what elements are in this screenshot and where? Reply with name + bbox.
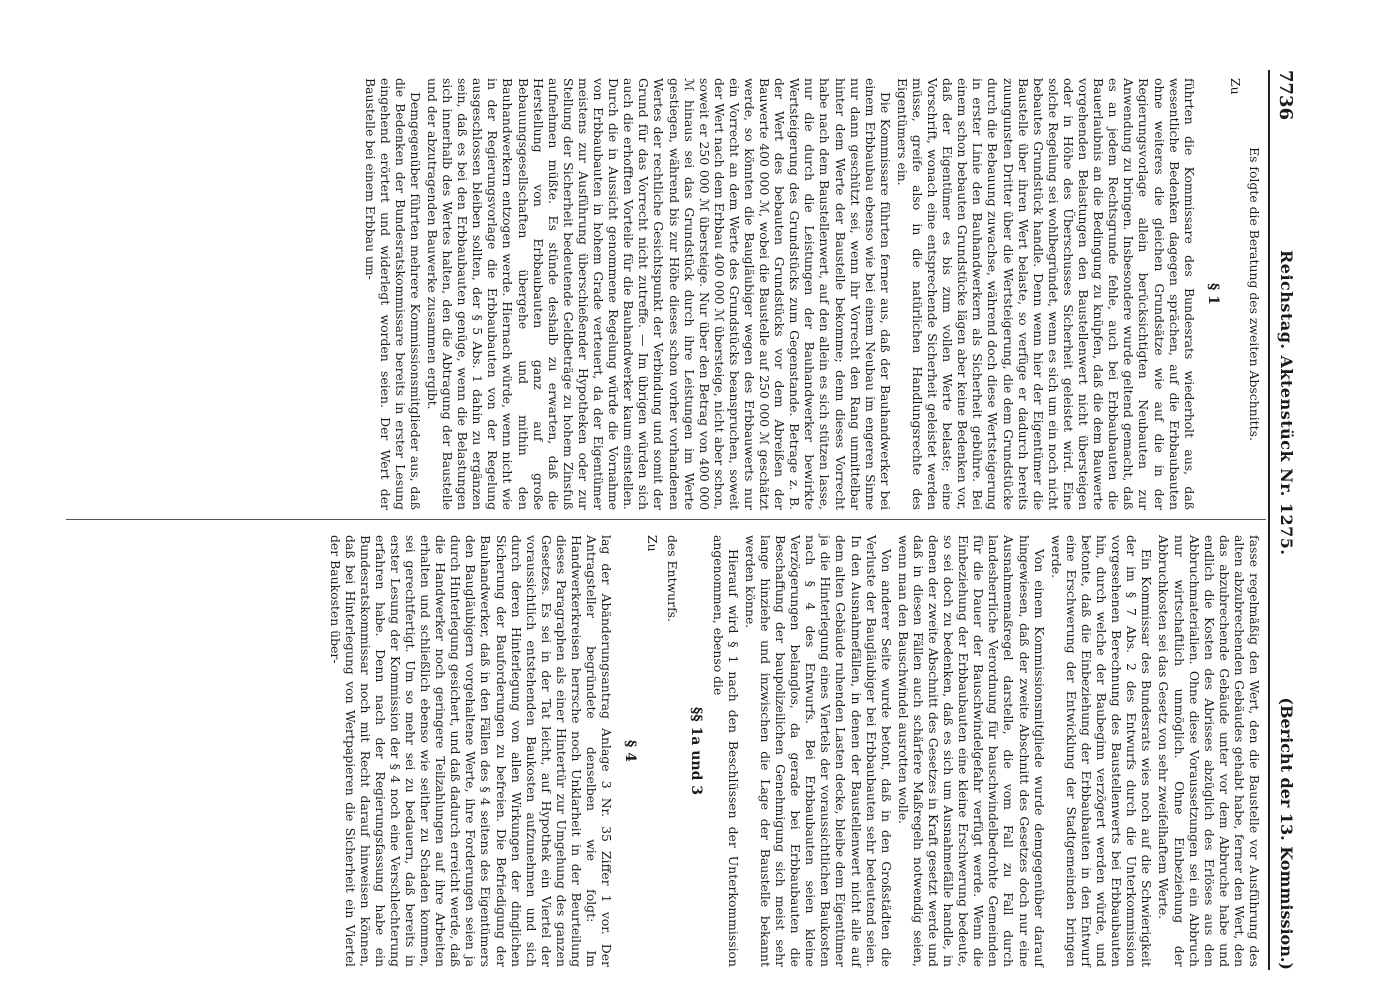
section-tail: des Entwurfs.: [664, 535, 680, 622]
section-heading: §§ 1a und 3: [687, 707, 704, 795]
section-heading: § 1: [1204, 283, 1221, 305]
zu-label: Zu: [645, 535, 661, 552]
paragraph: Ein Kommissar des Bundesrats wies noch auf die Schwierigkeit der im § 7 Abs. 2 des Entwurfs durch die Unterkommission vorgesehenen Berechnung des Baustellenwerts bei Erbbaubauten hin, durch welche der Baubeginn verzögert werden würde, und betonte, daß die Einbeziehung der Erbbaubauten in den Entwurf eine Erschwerung der Entwicklung der Stadtgemeinden bringen werde.: [1048, 535, 1155, 967]
paragraph: lag der Abänderungsantrag Anlage 3 Nr. 35 Ziffer 1 vor. Der Antragsteller begründete denselben wie folgt: Im Handwerkerkreisen herrsche noch Unklarheit in der Beurteilung dieses Paragraphen als einer Hintertür zur Umgehung des ganzen Gesetzes. Es sei in der Tat leicht, auf Hypothek ein Viertel der voraussichtlich entstehenden Baukosten aufzunehmen und sich durch deren Hinterlegung von allen Wirkungen der dinglichen Sicherung der Bauforderungen zu befreien. Die Befriedigung der Bauhandwerker, daß in den Fällen des § 4 seitens des Eigentümers den Baugläubigern vorgehaltene Werte, ihre Forderungen seien ja durch Hinterlegung gesichert, und daß dadurch erreicht werde, daß die Handwerker noch geringere Teilzahlungen auf ihre Arbeiten erhalten und schließlich ebenso wie seither zu Schaden kommen, sei gerechtfertigt. Um so mehr sei zu bedauern, daß bereits in erster Lesung der Kommission der § 4 noch eine Verschlechterung erfahren habe. Denn nach der Regierungsfassung habe ein Bundesratskommissar noch mit Recht darauf hinweisen können, daß bei Hinterlegung von Wertpapieren die Sicherheit ein Viertel der Baukosten über-: [327, 535, 615, 967]
paragraph: Hierauf wird § 1 nach den Beschlüssen der Unterkommission angenommen, ebenso die: [710, 535, 741, 967]
paragraph: führten die Kommissare des Bundesrats wiederholt aus, daß wesentliche Bedenken dagegen sprächen, auf die Erbbaubauten ohne weiteres die gleichen Grundsätze wie auf die in der Regierungsvorlage allein berücksichtigten Neubauten zur Anwendung zu bringen. Insbesondere wurde geltend gemacht, daß es an jedem Rechtsgrunde fehle, auch bei Erbbaubauten die Bauerlaubnis an die Bedingung zu knüpfen, daß die dem Bauwerte vorgehenden Belastungen den Baustellenwert nicht übersteigen oder in Höhe des Überschusses Sicherheit geleistet wird. Eine solche Regelung sei wohlbegründet, wenn es sich um ein noch nicht bebautes Grundstück handle. Denn wenn hier der Eigentümer die Baustelle über ihren Wert belaste, so verfüge er dadurch bereits zuungunsten Dritter über die Wertsteigerung, die dem Grundstücke durch die Bebauung zuwachse, während doch diese Wertsteigerung in erster Linie den Bauhandwerkern als Sicherheit gebühre. Bei einem schon bebauten Grundstücke lägen aber keine Bedenken vor, daß der Eigentümer es bis zum vollen Werte belaste; eine Vorschrift, wonach eine entsprechende Sicherheit geleistet werden müsse, greife also in die natürlichen Handlungsrechte des Eigentümers ein.: [894, 78, 1197, 510]
paragraph: Von anderer Seite wurde betont, daß in den Großstädten die Verluste der Baugläubiger bei Erbbaubauten sehr bedeutend seien. In den Ausnahmefällen, in denen der Baustellenwert nicht alle auf dem alten Gebäude ruhenden Lasten decke, bleibe dem Eigentümer ja die Hinterlegung eines Viertels der voraussichtlichen Baukosten nach § 4 des Entwurfs. Bei Erbbaubauten seien kleine Verzögerungen belanglos, da gerade bei Erbbaubauten die Beschaffung der baupolizeilichen Genehmigung sich meist sehr lange hinziehe und inzwischen die Lage der Baustelle bekannt werden könne.: [742, 535, 894, 967]
section-heading: § 4: [622, 740, 639, 762]
page-number: 7736: [1275, 70, 1296, 121]
header-report-title: (Bericht der 13. Kommission.): [1277, 697, 1296, 970]
paragraph: Von einem Kommissionsmitgliede wurde demgegenüber darauf hingewiesen, daß der zweite Abschnitt des Gesetzes doch nur eine Ausnahmemaßregel darstelle, die vom Fall zu Fall durch landesherrliche Verordnung für bauschwindelbedrohte Gemeinden für die Dauer der Bauschwindelgefahr verfügt werde. Wenn die Einbeziehung der Erbbaubauten eine kleine Erschwerung bedeute, so sei doch zu bedenken, daß es sich um Ausnahmefälle handle, in denen der zweite Abschnitt des Gesetzes in Kraft gesetzt werde und daß in diesen Fällen auch schärfere Maßregeln notwendig seien, wenn man den Bauschwindel ausrotten wolle.: [895, 535, 1047, 967]
paragraph: Die Kommissare führten ferner aus, daß der Bauhandwerker bei einem Erbbaubau ebenso wie bei einem Neubau im engeren Sinne nur dann geschützt sei, wenn ihr Vorrecht den Rang unmittelbar hinter dem Werte der Baustelle bekomme; denn dieses Vorrecht habe nach dem Baustellenwert, auf den allein es sich stützen lasse, nur die durch die Leistungen der Bauhandwerker bewirkte Wertsteigerung des Grundstücks zum Gegenstande. Betrage z. B. der Wert des bebauten Grundstücks vor dem Abreißen der Bauwerte 400 000 ℳ, wobei die Baustelle auf 250 000 ℳ geschätzt werde, so könnten die Baugläubiger wegen des Erbbauwerts nur ein Vorrecht an dem Werte des Grundstücks beanspruchen, soweit der Wert nach dem Erbbau 400 000 ℳ übersteige, nicht aber schon, soweit er 250 000 ℳ übersteige. Nur über den Betrag von 400 000 ℳ hinaus sei das Grundstück durch ihre Leistungen im Werte gestiegen, während bis zur Höhe dieses schon vorher vorhandenen Wertes der rechtliche Gesichtspunkt der Verbindung und somit der Grund für das Vorrecht nicht zutreffe. — Im übrigen würden sich auch die erhofften Vorteile für die Bauhandwerker kaum einstellen. Durch die in Aussicht genommene Regelung würde die Vornahme von Erbbaubauten in hohem Grade verteuert, da der Eigentümer meistens zur Ausführung überschießender Hypotheken oder zur Stellung der Sicherheit bedeutende Geldbeträge zu hohem Zinsfuß aufnehmen müßte. Es stünde deshalb zu erwarten, daß die Herstellung von Erbbaubauten ganz auf große Bebauungsgesellschaften übergehe und mithin den Bauhandwerkern entzogen werde. Hiernach würde, wenn nicht wie in der Regierungsvorlage die Erbbaubauten von der Regelung ausgeschlossen bleiben sollten, der § 5 Abs. 1 dahin zu ergänzen sein, daß es bei den Erbbaubauten genüge, wenn die Belastungen sich innerhalb des Wertes halten, den die Abtragung der Baustelle und der abzutragenden Bauwerke zusammen ergibt.: [425, 78, 893, 510]
zu-label: Zu: [1227, 78, 1243, 95]
paragraph: fasse regelmäßig den Wert, den die Baustelle vor Ausführung des alten abzubrechenden Gebäudes gehabt habe, ferner den Wert, den das abzubrechende Gebäude unter vor dem Abbruche habe und endlich die Kosten des Abrisses abzüglich des Erlöses aus den Abbruchmaterialien. Ohne diese Voraussetzungen sei ein Abbruch nur wirtschaftlich unmöglich. Ohne Einbeziehung der Abbruchkosten sei das Gesetz von sehr zweifelhaftem Werte.: [1156, 535, 1262, 967]
paragraph: Demgegenüber führten mehrere Kommissionsmitglieder aus, daß die Bedenken der Bundesratskommissare bereits in erster Lesung eingehend erörtert und widerlegt worden seien. Der Wert der Baustelle bei einem Erbbau um-: [362, 78, 423, 510]
header-rule: [1268, 70, 1270, 970]
page-header: [1272, 70, 1302, 970]
header-title: Reichstag. Aktenstück Nr. 1275.: [1277, 250, 1296, 556]
intro-line: Es folgte die Beratung des zweiten Abschnitts.: [1247, 147, 1262, 441]
right-column: [325, 535, 1262, 967]
left-column: [361, 78, 1262, 510]
column-divider: [66, 519, 1266, 520]
